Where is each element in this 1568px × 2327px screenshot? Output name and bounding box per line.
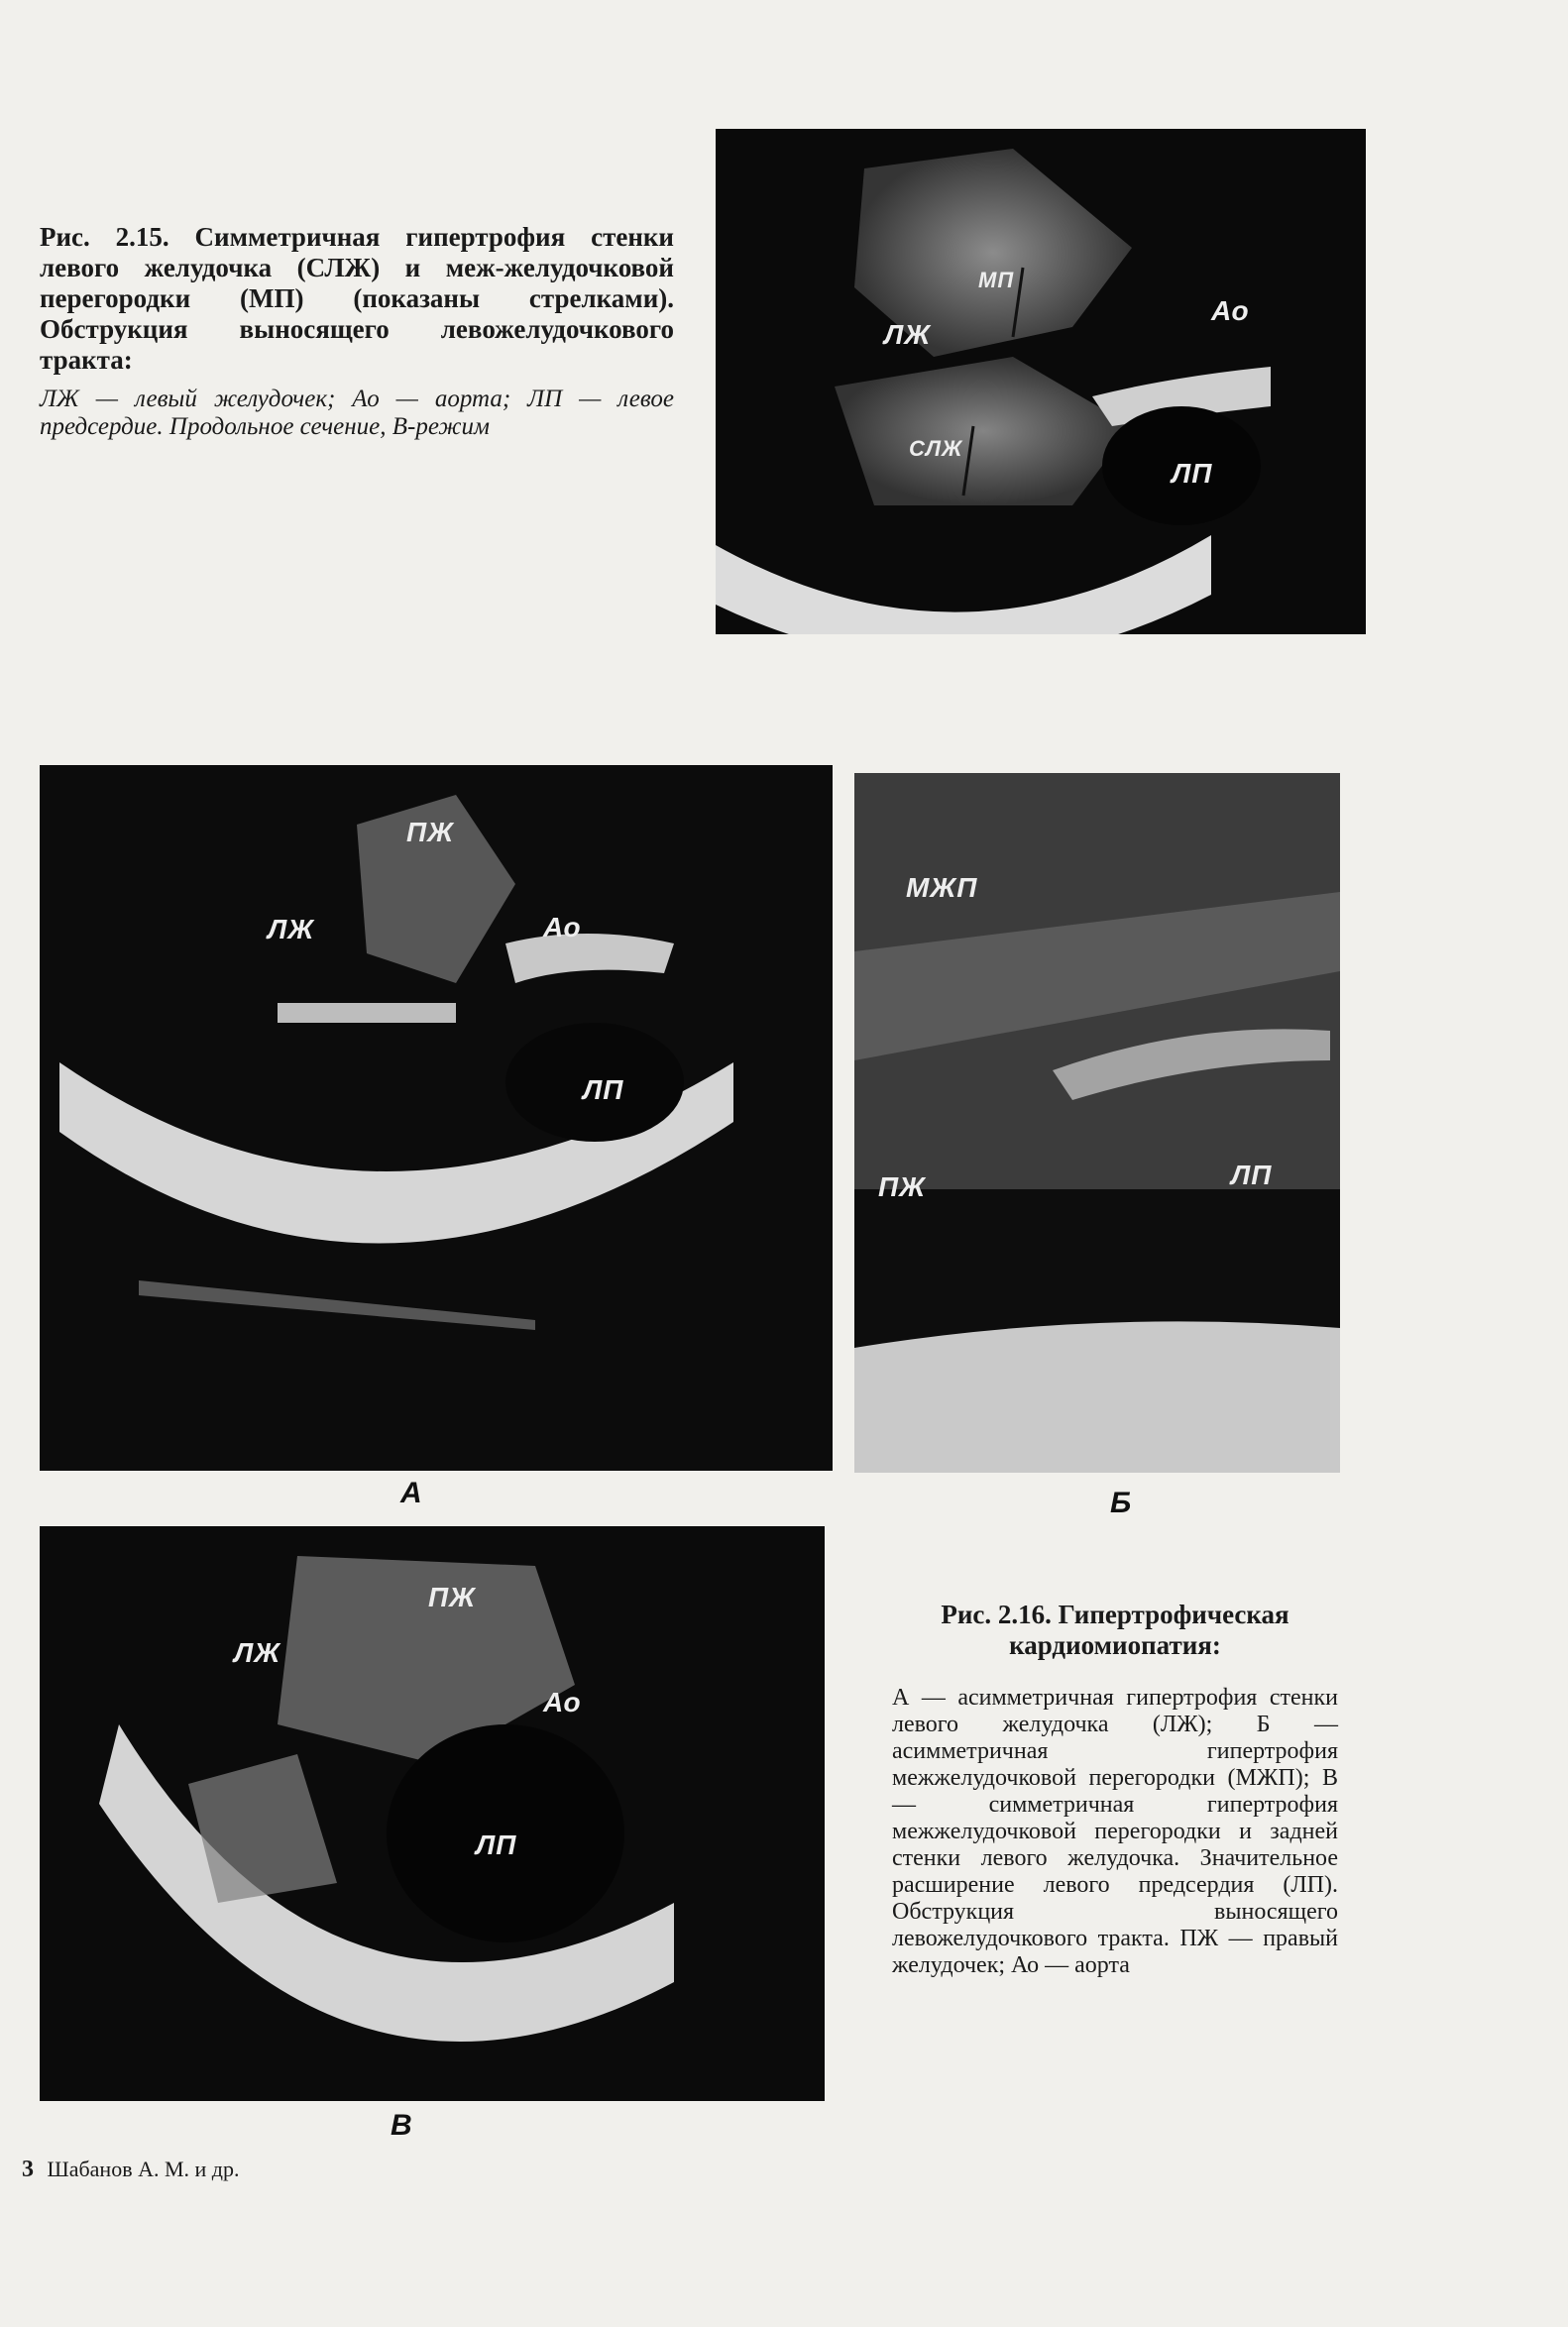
fig-2-16v-label-lv: ЛЖ bbox=[234, 1637, 281, 1668]
fig-2-15-label-lv: ЛЖ bbox=[884, 319, 932, 350]
fig-2-16-panel-b-image bbox=[854, 773, 1340, 1473]
page-footer bbox=[22, 2157, 240, 2183]
fig-2-16a-label-lv: ЛЖ bbox=[268, 914, 315, 944]
fig-2-16v-label-la: ЛП bbox=[476, 1829, 517, 1860]
fig-2-16-letter-b: Б bbox=[1110, 1487, 1132, 1519]
fig-2-16a-label-la: ЛП bbox=[583, 1074, 624, 1105]
fig-2-16-body: А — асимметричная гипертрофия стенки левого желудочка (ЛЖ); Б — асимметричная гипертрофия межжелудочковой перегородки (МЖП); В — симметричная гипертрофия межжелудочковой перегородки и задней стенки левого желудочка. Значительное расширение левого предсердия (ЛП). Обструкция выносящего левожелудочкового тракта. ПЖ — правый желудочек; Ао — аорта bbox=[892, 1685, 1338, 1978]
fig-2-16-panel-a-graphic bbox=[40, 765, 833, 1471]
fig-2-16-letter-v: В bbox=[391, 2109, 412, 2142]
fig-2-16b-label-ivs: МЖП bbox=[906, 872, 978, 903]
fig-2-15-label-slzh: СЛЖ bbox=[909, 436, 963, 461]
fig-2-16b-label-rv: ПЖ bbox=[878, 1171, 927, 1202]
fig-2-15-label-mp: МП bbox=[978, 268, 1015, 292]
fig-2-16-letter-a: А bbox=[400, 1477, 422, 1509]
fig-2-16-caption bbox=[892, 1600, 1338, 1979]
fig-2-16-panel-a-image bbox=[40, 765, 833, 1471]
fig-2-16-panel-v-image bbox=[40, 1526, 825, 2101]
fig-2-16-title: Рис. 2.16. Гипертрофическая кардиомиопатия: bbox=[941, 1600, 1289, 1660]
page-number: 3 bbox=[22, 2157, 34, 2182]
fig-2-15-body: ЛЖ — левый желудочек; Ао — аорта; ЛП — левое предсердие. Продольное сечение, В-режим bbox=[40, 386, 674, 440]
fig-2-15-echo-graphic bbox=[716, 129, 1366, 634]
fig-2-15-echo-image bbox=[716, 129, 1366, 634]
fig-2-16a-label-rv: ПЖ bbox=[406, 817, 455, 847]
fig-2-16v-label-ao: Ао bbox=[543, 1687, 582, 1718]
fig-2-16a-label-ao: Ао bbox=[543, 912, 582, 942]
author-credit: Шабанов А. М. и др. bbox=[47, 2157, 240, 2181]
fig-2-15-label-ao: Ао bbox=[1211, 295, 1250, 326]
fig-2-16b-label-la: ЛП bbox=[1231, 1160, 1273, 1190]
fig-2-15-caption bbox=[40, 222, 674, 441]
fig-2-16v-label-rv: ПЖ bbox=[428, 1582, 477, 1612]
fig-2-15-label-la: ЛП bbox=[1172, 458, 1213, 489]
fig-2-15-title: Рис. 2.15. Симметричная гипертрофия стенки левого желудочка (СЛЖ) и меж-желудочковой перегородки (МП) (показаны стрелками). Обструкция выносящего левожелудочкового тракта: bbox=[40, 222, 674, 375]
